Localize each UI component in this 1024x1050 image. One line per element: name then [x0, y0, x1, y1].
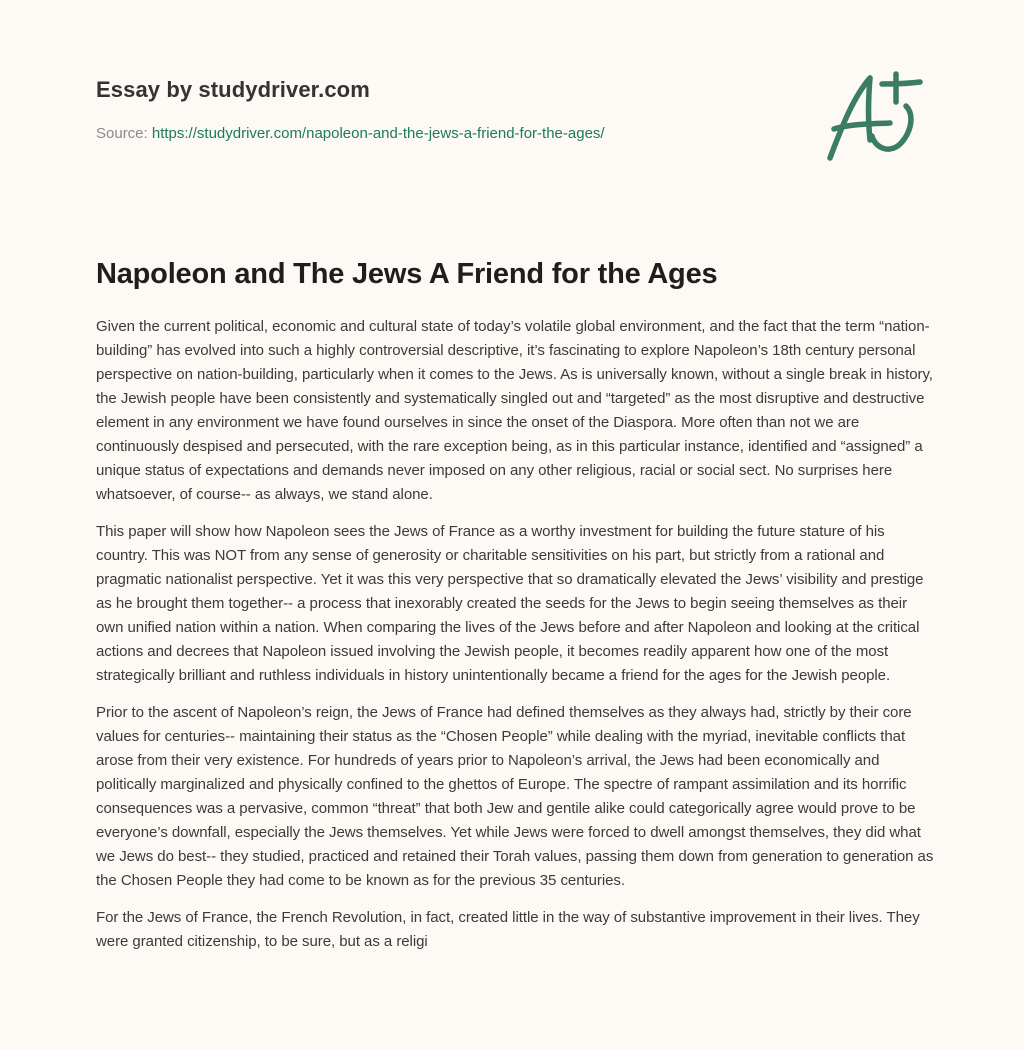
essay-body [96, 315, 934, 967]
essay-paragraph: Given the current political, economic and cultural state of today’s volatile global environment, and the fact that the term “nation-building” has evolved into such a highly controversial descriptive, it’s fascinating to explore Napoleon’s 18th century personal perspective on nation-building, particularly when it comes to the Jews. As is universally known, without a single break in history, the Jewish people have been consistently and systematically singled out and “targeted” as the most disruptive and destructive element in any environment we have found ourselves in since the onset of the Diaspora. More often than not we are continuously despised and persecuted, with the rare exception being, as in this particular instance, identified and “assigned” a unique status of expectations and demands never imposed on any other religious, racial or social sect. No surprises here whatsoever, of course-- as always, we stand alone. [96, 318, 933, 503]
essay-title: Napoleon and The Jews A Friend for the Ages [96, 258, 718, 290]
brand-heading: Essay by studydriver.com [96, 77, 370, 102]
site-header [96, 76, 796, 144]
essay-paragraph: For the Jews of France, the French Revolution, in fact, created little in the way of substantive improvement in their lives. They were granted citizenship, to be sure, but as a religi [96, 909, 920, 950]
source-label: Source: [96, 125, 152, 142]
essay-paragraph: Prior to the ascent of Napoleon’s reign, the Jews of France had defined themselves as they always had, strictly by their core values for centuries-- maintaining their status as the “Chosen People” while dealing with the myriad, inevitable conflicts that arose from their very existence. For hundreds of years prior to Napoleon’s arrival, the Jews had been economically and politically marginalized and physically confined to the ghettos of Europe. The spectre of rampant assimilation and its horrific consequences was a pervasive, common “threat” that both Jew and gentile alike could categorically agree would prove to be everyone’s downfall, especially the Jews themselves. Yet while Jews were forced to dwell amongst themselves, they did what we Jews do best-- they studied, practiced and retained their Torah values, passing them down from generation to generation as the Chosen People they had come to be known as for the previous 35 centuries. [96, 704, 934, 889]
source-line [96, 124, 796, 144]
source-link[interactable]: https://studydriver.com/napoleon-and-the-jews-a-friend-for-the-ages/ [151, 125, 605, 142]
essay-paragraph: This paper will show how Napoleon sees the Jews of France as a worthy investment for building the future stature of his country. This was NOT from any sense of generosity or charitable sensitivities on his part, but strictly from a rational and pragmatic nationalist perspective. Yet it was this very perspective that so dramatically elevated the Jews’ visibility and prestige as he brought them together-- a process that inexorably created the seeds for the Jews to begin seeing themselves as their own unified nation within a nation. When comparing the lives of the Jews before and after Napoleon and looking at the critical actions and decrees that Napoleon issued involving the Jewish people, it becomes readily apparent how one of the most strategically brilliant and ruthless individuals in history unintentionally became a friend for the ages for the Jewish people. [96, 523, 924, 684]
a-plus-logo-icon [820, 66, 930, 166]
